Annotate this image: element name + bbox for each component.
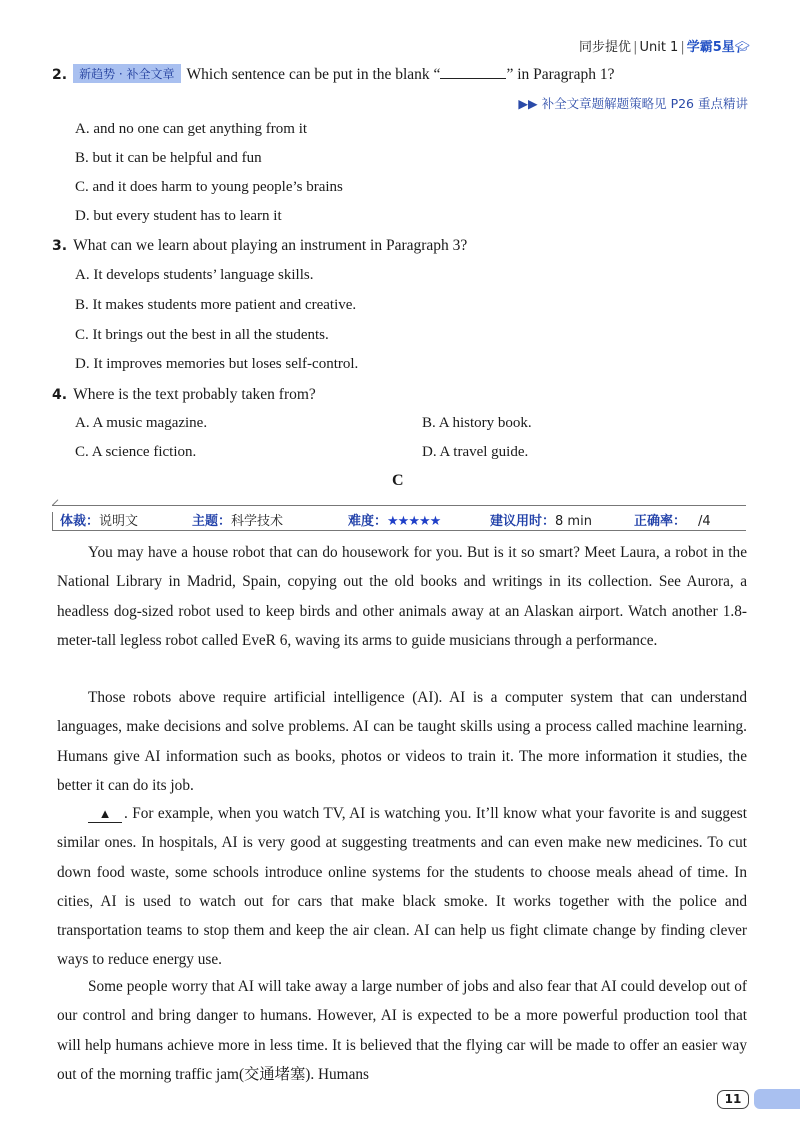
page-header: 同步提优 | Unit 1 | 学霸5星🎓︎ — [579, 40, 750, 55]
question-number: 2. — [52, 67, 68, 83]
option-2a[interactable]: A. and no one can get anything from it — [75, 121, 308, 137]
option-4b[interactable]: B. A history book. — [422, 415, 532, 431]
strategy-hint: ▶▶ 补全文章题解题策略见 P26 重点精讲 — [518, 96, 748, 111]
option-3d[interactable]: D. It improves memories but loses self-control. — [75, 356, 359, 372]
option-2b[interactable]: B. but it can be helpful and fun — [75, 150, 262, 166]
passage-paragraph-3: ▲ . For example, when you watch TV, AI is watching you. It’ll know what your favorite is and suggest similar ones. In hospitals, AI is very good at suggesting treatments and can even make new medicines. To cut down food waste, some schools introduce online systems for the students to choose meals ahead of time. In cities, AI is used to watch out for cars that make black smoke. It works together with the police and transportation teams to stop them and keep the air clean. AI can help us fight climate change by finding clever ways to reduce energy use. — [57, 805, 747, 969]
question-text-after: ” in Paragraph 1? — [506, 66, 615, 83]
question-number: 4. — [52, 387, 68, 403]
genre-info: 体裁：说明文 — [60, 514, 139, 529]
difficulty-info: 难度：★★★★★ — [348, 514, 441, 529]
question-text: Where is the text probably taken from? — [73, 386, 316, 403]
suggested-time-info: 建议用时：8 min — [490, 514, 592, 529]
option-2d[interactable]: D. but every student has to learn it — [75, 208, 282, 224]
option-4c[interactable]: C. A science fiction. — [75, 444, 197, 460]
question-4 — [52, 386, 316, 404]
question-number: 3. — [52, 238, 68, 254]
passage-info-box — [52, 505, 746, 531]
header-unit: Unit 1 — [639, 40, 679, 55]
passage-paragraph-2: Those robots above require artificial intelligence (AI). AI is a computer system that can understand languages, make decisions and solve problems. AI can be taught skills using a process called machine learning. Humans give AI information such as books, photos or videos to train it. The more information it studies, the better it can do its job. — [57, 689, 747, 794]
option-2c[interactable]: C. and it does harm to young people’s brains — [75, 179, 343, 195]
topic-info: 主题：科学技术 — [192, 514, 284, 529]
question-tag: 新趋势 · 补全文章 — [73, 64, 180, 83]
passage-paragraph-4: Some people worry that AI will take away a large number of jobs and also fear that AI could develop out of our control and bring danger to humans. However, AI is expected to be a more powerful production tool that will help humans achieve more in less time. It is believed that the flying car will be made to offer an easier way out of the morning traffic jam(交通堵塞). Humans — [57, 978, 747, 1083]
question-text-before: Which sentence can be put in the blank “ — [186, 66, 441, 83]
question-text: What can we learn about playing an instrument in Paragraph 3? — [73, 237, 468, 254]
question-2 — [52, 64, 614, 84]
graduation-cap-icon: 🎓︎ — [734, 40, 750, 54]
blank-line — [440, 66, 506, 79]
header-section: 同步提优 — [579, 40, 632, 55]
double-arrow-icon: ▶▶ — [518, 96, 538, 111]
page-number: 11 — [717, 1090, 749, 1109]
accuracy-info: 正确率： /4 — [634, 514, 711, 529]
option-3a[interactable]: A. It develops students’ language skills. — [75, 267, 314, 283]
option-3b[interactable]: B. It makes students more patient and creative. — [75, 297, 357, 313]
star-rating-icon: ★★★★★ — [387, 514, 441, 529]
section-letter: C — [392, 472, 404, 489]
option-4d[interactable]: D. A travel guide. — [422, 444, 529, 460]
option-4a[interactable]: A. A music magazine. — [75, 415, 208, 431]
blank-triangle-marker[interactable]: ▲ — [88, 806, 122, 823]
header-brand: 学霸5星 — [686, 40, 735, 55]
page-accent-bar — [754, 1089, 800, 1109]
passage-paragraph-1: You may have a house robot that can do housework for you. But is it so smart? Meet Laura, a robot in the National Library in Madrid, Spain, copying out the old books and writings in its collection. See Aurora, a headless dog-sized robot used to keep birds and other animals away at an Alaskan airport. Watch another 1.8-meter-tall legless robot called EveR 6, waving its arms to guide musicians through a performance. — [57, 544, 747, 649]
option-3c[interactable]: C. It brings out the best in all the students. — [75, 327, 329, 343]
question-3 — [52, 237, 467, 255]
